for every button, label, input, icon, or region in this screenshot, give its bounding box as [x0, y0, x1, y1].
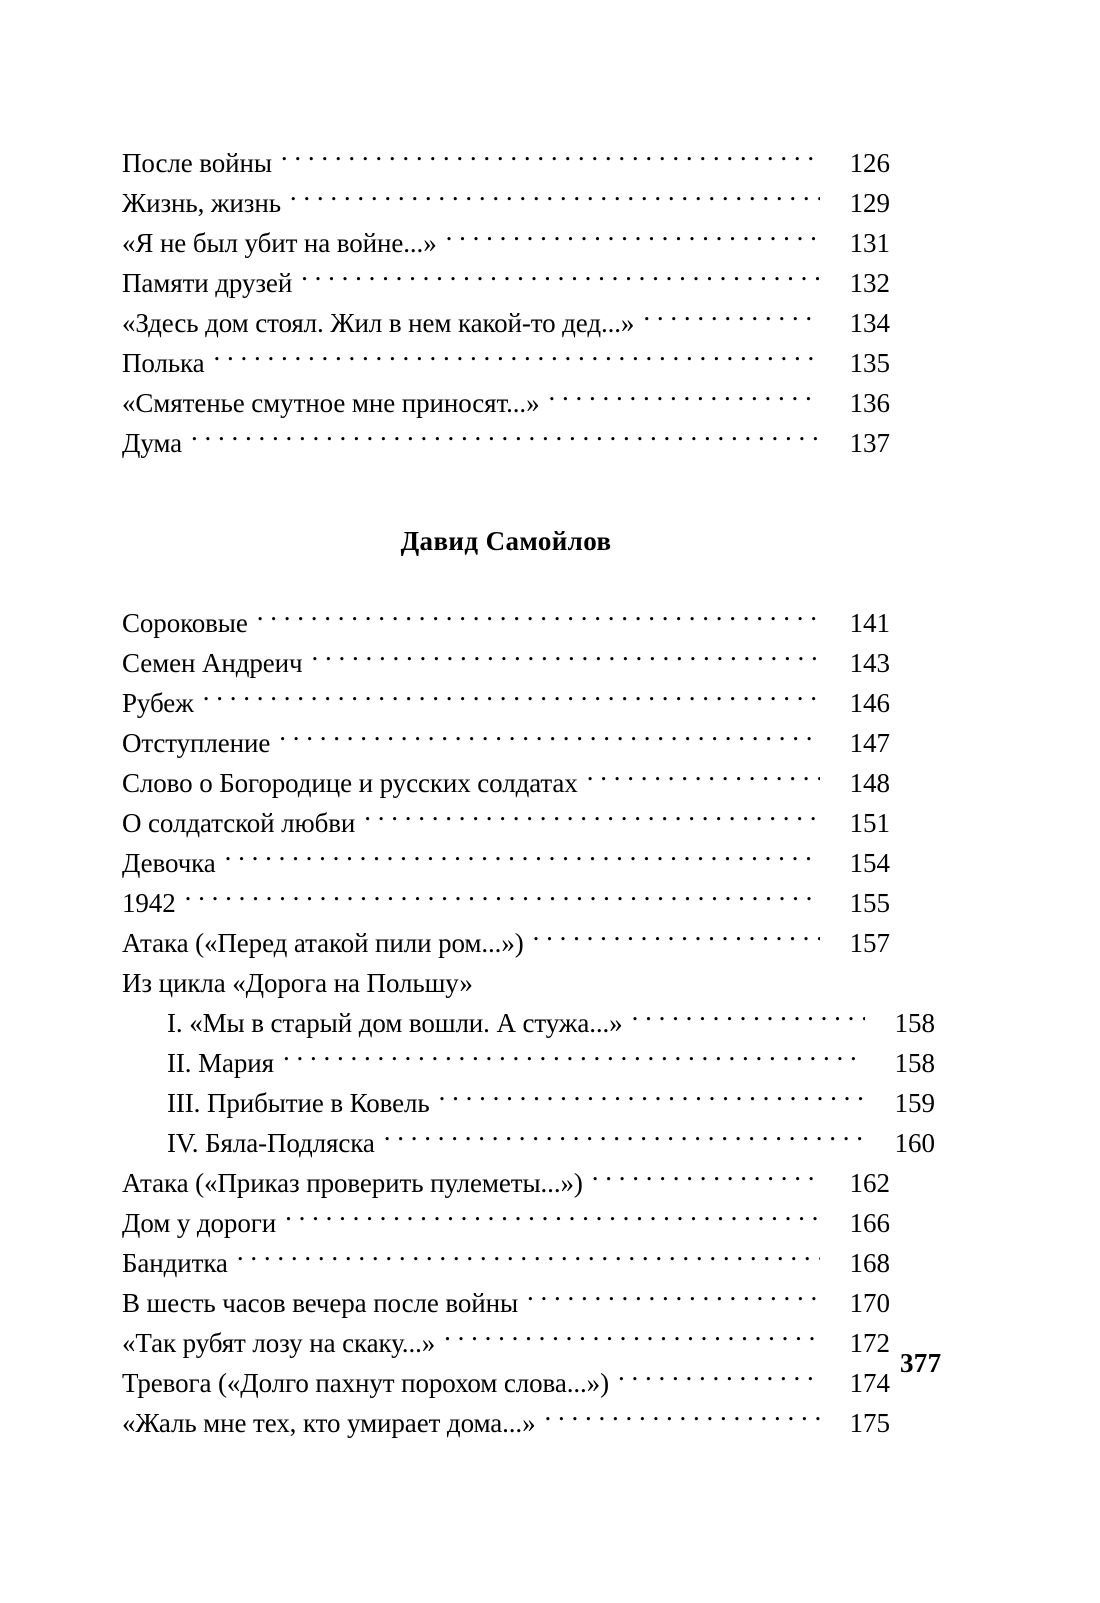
dot-leader — [643, 305, 820, 332]
toc-entry[interactable] — [122, 423, 890, 463]
dot-leader — [214, 345, 820, 372]
toc-entry-title: Отступление — [122, 728, 271, 758]
toc-entry-title: Дума — [122, 428, 183, 458]
dot-leader — [482, 965, 820, 992]
toc-entry-title: В шесть часов вечера после войны — [122, 1288, 519, 1318]
toc-entry[interactable] — [122, 1043, 935, 1083]
toc-entry-title: «Смятенье смутное мне приносят...» — [122, 388, 540, 418]
toc-entry-title: «Я не был убит на войне...» — [122, 228, 437, 258]
toc-entry[interactable] — [122, 1243, 890, 1283]
section-spacer — [122, 561, 890, 603]
toc-entry[interactable] — [122, 603, 890, 643]
toc-entry-title: Жизнь, жизнь — [122, 188, 281, 218]
dot-leader — [301, 265, 820, 292]
dot-leader — [444, 1325, 820, 1352]
toc-entry-title: Семен Андреич — [122, 648, 303, 678]
toc-entry-title: Из цикла «Дорога на Польшу» — [122, 968, 473, 998]
toc-entry-page-number: 172 — [849, 1328, 890, 1358]
toc-entry-page-number: 158 — [894, 1008, 935, 1038]
toc-entry[interactable] — [122, 1203, 890, 1243]
toc-entry-title: «Здесь дом стоял. Жил в нем какой-то дед...» — [122, 308, 635, 338]
toc-entry-title: Атака («Приказ проверить пулеметы...») — [122, 1168, 583, 1198]
toc-entry[interactable] — [122, 723, 890, 763]
toc-entry-title: Тревога («Долго пахнут порохом слова...») — [122, 1368, 609, 1398]
toc-entry[interactable] — [122, 763, 890, 803]
toc-entry-page-number: 129 — [849, 188, 890, 218]
toc-entry-page-number: 131 — [849, 228, 890, 258]
dot-leader — [384, 1125, 865, 1152]
dot-leader — [544, 1405, 820, 1432]
toc-entry-page-number: 175 — [849, 1408, 890, 1438]
dot-leader — [281, 145, 820, 172]
toc-entry[interactable] — [122, 1323, 890, 1363]
dot-leader — [191, 425, 820, 452]
toc-entry-title: «Так рубят лозу на скаку...» — [122, 1328, 436, 1358]
toc-entry-page-number: 160 — [894, 1128, 935, 1158]
toc-entry-page-number: 159 — [894, 1088, 935, 1118]
toc-entry-page-number: 151 — [849, 808, 890, 838]
toc-entry-page-number: 162 — [849, 1168, 890, 1198]
toc-entry-title: Бандитка — [122, 1248, 228, 1278]
toc-entry[interactable] — [122, 383, 890, 423]
toc-entry-title: 1942 — [122, 888, 176, 918]
dot-leader — [237, 1245, 820, 1272]
toc-entry-page-number: 168 — [849, 1248, 890, 1278]
toc-entry-page-number: 126 — [849, 148, 890, 178]
toc-entry-title: Девочка — [122, 848, 216, 878]
toc-entry[interactable] — [122, 803, 890, 843]
toc-entry[interactable] — [122, 1123, 935, 1163]
toc-entry-page-number: 143 — [849, 648, 890, 678]
toc-entry-page-number: 166 — [849, 1208, 890, 1238]
toc-entry-page-number: 170 — [849, 1288, 890, 1318]
dot-leader — [312, 645, 821, 672]
toc-entry-page-number: 147 — [849, 728, 890, 758]
toc-entry-title: III. Прибытие в Ковель — [167, 1088, 430, 1118]
toc-entry[interactable] — [122, 1003, 935, 1043]
toc-entry[interactable] — [122, 1363, 890, 1403]
toc-entry-title: Полька — [122, 348, 205, 378]
toc-entry[interactable] — [122, 143, 890, 183]
toc-entry[interactable] — [122, 1163, 890, 1203]
toc-entry-page-number: 157 — [849, 928, 890, 958]
toc-entry-title: «Жаль мне тех, кто умирает дома...» — [122, 1408, 536, 1438]
toc-entry-page-number: 132 — [849, 268, 890, 298]
dot-leader — [285, 1205, 820, 1232]
dot-leader — [364, 805, 820, 832]
toc-entry[interactable] — [122, 1403, 890, 1443]
toc-entry-page-number: 155 — [849, 888, 890, 918]
toc-entry[interactable] — [122, 843, 890, 883]
toc-entry-page-number: 137 — [849, 428, 890, 458]
dot-leader — [203, 685, 820, 712]
toc-entry-page-number: 134 — [849, 308, 890, 338]
dot-leader — [283, 1045, 865, 1072]
page-folio-number: 377 — [900, 1348, 942, 1378]
toc-entry[interactable] — [122, 1283, 890, 1323]
toc-entry-page-number: 174 — [849, 1368, 890, 1398]
dot-leader — [290, 185, 820, 212]
section-heading: Давид Самойлов — [400, 526, 612, 556]
toc-entry-title: О солдатской любви — [122, 808, 356, 838]
dot-leader — [549, 385, 821, 412]
toc-entry-title: II. Мария — [167, 1048, 274, 1078]
toc-entry-page-number: 158 — [894, 1048, 935, 1078]
dot-leader — [618, 1365, 820, 1392]
toc-entry-title: Сороковые — [122, 608, 248, 638]
dot-leader — [533, 925, 820, 952]
toc-entry-title: Слово о Богородице и русских солдатах — [122, 768, 578, 798]
dot-leader — [587, 765, 820, 792]
toc-entry[interactable] — [122, 223, 890, 263]
toc-entry-page-number: 136 — [849, 388, 890, 418]
toc-entry-page-number: 154 — [849, 848, 890, 878]
dot-leader — [185, 885, 820, 912]
dot-leader — [439, 1085, 865, 1112]
dot-leader — [446, 225, 820, 252]
toc-entry[interactable] — [122, 923, 890, 963]
toc-entry-page-number: 146 — [849, 688, 890, 718]
dot-leader — [279, 725, 820, 752]
toc-entry-title: IV. Бяла-Подляска — [167, 1128, 375, 1158]
toc-entry[interactable] — [122, 683, 890, 723]
toc-entry[interactable] — [122, 643, 890, 683]
toc-entry-title: I. «Мы в старый дом вошли. А стужа...» — [167, 1008, 623, 1038]
dot-leader — [257, 605, 820, 632]
toc-entry[interactable] — [122, 883, 890, 923]
toc-entry[interactable] — [122, 263, 890, 303]
toc-entry-page-number: 141 — [849, 608, 890, 638]
toc-entry[interactable] — [122, 343, 890, 383]
toc-entry[interactable] — [122, 1083, 935, 1123]
toc-entry-page-number: 135 — [849, 348, 890, 378]
section-spacer — [122, 463, 890, 521]
dot-leader — [592, 1165, 820, 1192]
toc-entry[interactable] — [122, 963, 890, 1003]
toc-entry-title: Рубеж — [122, 688, 194, 718]
toc-entry-title: Атака («Перед атакой пили ром...») — [122, 928, 524, 958]
toc-entry[interactable] — [122, 183, 890, 223]
toc-entry-title: Дом у дороги — [122, 1208, 277, 1238]
dot-leader — [527, 1285, 820, 1312]
dot-leader — [225, 845, 820, 872]
toc-entry-title: Памяти друзей — [122, 268, 293, 298]
dot-leader — [632, 1005, 865, 1032]
toc-entry-page-number: 148 — [849, 768, 890, 798]
toc-entry-title: После войны — [122, 148, 272, 178]
toc-entry[interactable] — [122, 303, 890, 343]
